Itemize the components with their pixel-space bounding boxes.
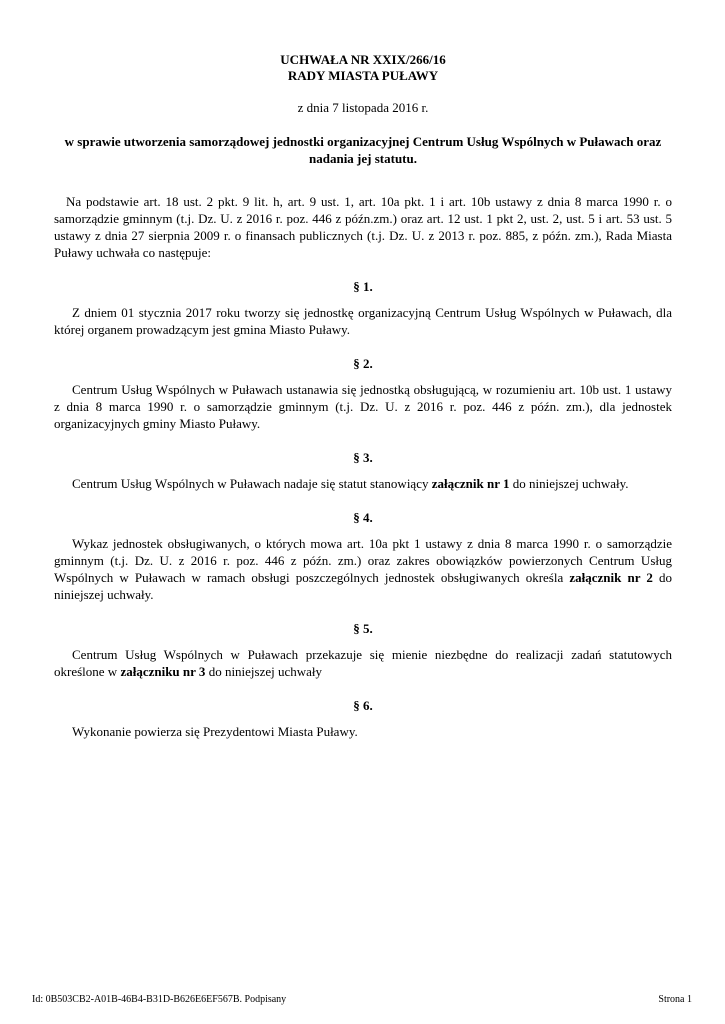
document-content [54,52,672,740]
resolution-subject [54,133,672,167]
section-2-text: Centrum Usług Wspólnych w Puławach ustanawia się jednostką obsługującą, w rozumieniu art. 10b ust. 1 ustawy z dnia 8 marca 1990 r. o samorządzie gminnym (t.j. Dz. U. z 2016 r. poz. 446 z późn. zm.), dla jednostek organizacyjnych gminy Miasto Puławy. [54,382,672,431]
section-4-text-after: do niniejszej uchwały. [54,570,673,602]
attachment-3-reference: załączniku nr 3 [120,664,206,679]
section-4-text-before: Wykaz jednostek obsługiwanych, o których mowa art. 10a pkt 1 ustawy z dnia 8 marca 1990 r. o samorządzie gminnym (t.j. Dz. U. z 2016 r. poz. 446 z późn. zm.) oraz zakres obowiązków powierzonych Centrum Usług Wspólnych w Puławach w ramach obsługi poszczególnych jednostek obsługiwanych określa [54,536,672,585]
section-1-header: § 1. [353,279,373,294]
resolution-title [54,52,672,84]
preamble: Na podstawie art. 18 ust. 2 pkt. 9 lit. h, art. 9 ust. 1, art. 10a pkt. 1 i art. 10b ustawy z dnia 8 marca 1990 r. o samorządzie gminnym (t.j. Dz. U. z 2016 r. poz. 446 z późn.zm.) oraz art. 12 ust. 1 pkt 2, ust. 2, ust. 5 i art. 53 ust. 5 ustawy z dnia 27 sierpnia 2009 r. o finansach publicznych (t.j. Dz. U. z 2013 r. poz. 885, z późn. zm.), Rada Miasta Puławy uchwała co następuje: [54,194,672,260]
page-number: Strona 1 [658,994,692,1005]
section-3-text [54,475,672,492]
section-5-text-before: Centrum Usług Wspólnych w Puławach przekazuje się mienie niezbędne do realizacji zadań statutowych określone w [54,647,672,679]
section-4-header: § 4. [353,510,373,525]
resolution-date: z dnia 7 listopada 2016 r. [297,100,429,115]
section-6-header: § 6. [353,698,373,713]
section-4-text [54,535,672,603]
section-5-text [54,646,672,680]
section-3-text-after: do niniejszej uchwały. [509,476,629,491]
title-line-2: RADY MIASTA PUŁAWY [287,68,439,83]
section-1-text: Z dniem 01 stycznia 2017 roku tworzy się jednostkę organizacyjną Centrum Usług Wspólnych w Puławach, dla której organem prowadzącym jest gmina Miasto Puławy. [54,305,672,337]
attachment-2-reference: załącznik nr 2 [569,570,653,585]
subject-line-1: w sprawie utworzenia samorządowej jednostki organizacyjnej Centrum Usług Wspólnych w Puławach oraz [64,134,662,149]
subject-line-2: nadania jej statutu. [309,151,417,166]
section-2-header: § 2. [353,356,373,371]
section-6-text: Wykonanie powierza się Prezydentowi Miasta Puławy. [72,724,358,739]
attachment-1-reference: załącznik nr 1 [431,476,510,491]
section-3-header: § 3. [353,450,373,465]
section-3-text-before: Centrum Usług Wspólnych w Puławach nadaje się statut stanowiący [72,476,432,491]
section-5-text-after: do niniejszej uchwały [205,664,323,679]
document-id: Id: 0B503CB2-A01B-46B4-B31D-B626E6EF567B. Podpisany [32,994,287,1005]
section-5-header: § 5. [353,621,373,636]
title-line-1: UCHWAŁA NR XXIX/266/16 [280,52,446,67]
